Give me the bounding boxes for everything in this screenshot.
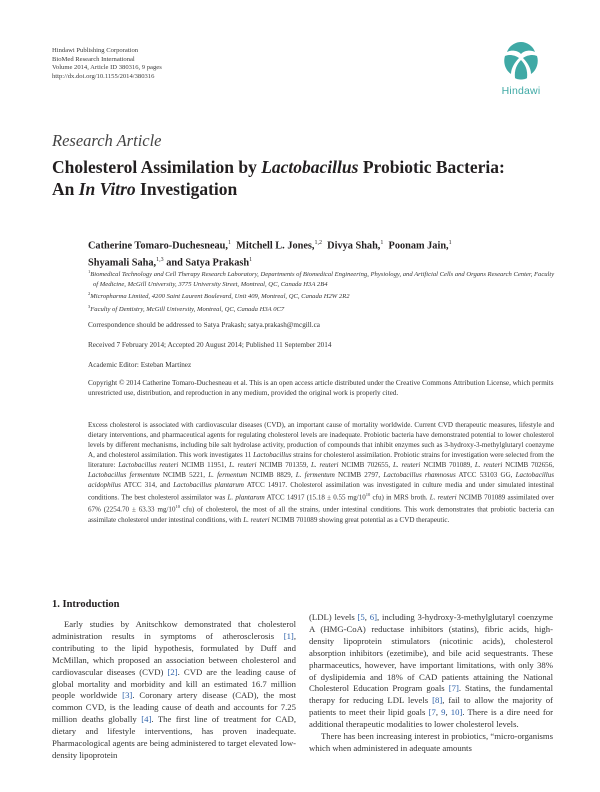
copyright-notice: Copyright © 2014 Catherine Tomaro-Duchesneau et al. This is an open access article distributed under the Creative Commons Attribution License, which permits unrestricted use, distribution, and reproduction in any medium, provided the original work is properly cited. [88,379,554,397]
citation-link[interactable]: [7 [428,707,436,718]
correspondence[interactable]: Correspondence should be addressed to Satya Prakash; satya.prakash@mcgill.ca [88,321,320,329]
author: Divya Shah, [327,240,381,252]
citation-link[interactable]: [4] [141,714,152,725]
academic-editor: Academic Editor: Esteban Martínez [88,361,192,369]
intro-column-left [52,619,296,762]
journal-volume: Volume 2014, Article ID 380316, 9 pages [52,64,162,72]
author: and Satya Prakash [166,257,250,269]
intro-paragraph: (LDL) levels [5, 6], including 3-hydroxy-3-methylglutaryl coenzyme A (HMG-CoA) reductase inhibitors (statins), fibric acids, high-density lipoprotein stimulators (nicotinic acids), cholesterol absorption inhibitors (ezetimibe), and bile acid sequestrants. These pharmaceutics, however, have important limitations, with only 38% of dyslipidemia and 18% of CAD patients attaining the National Cholesterol Education Program goals [7]. Statins, the fundamental therapy for reducing LDL levels [8], fail to allow the majority of patients to meet their lipid goals [7, 9, 10]. There is a dire need for additional therapeutic modalities to lower cholesterol levels. [309,612,554,730]
citation-link[interactable]: [5 [357,612,365,622]
intro-paragraph: There has been increasing interest in probiotics, “micro-organisms which when administered in adequate amounts [309,731,553,753]
section-heading-introduction: 1. Introduction [52,599,120,610]
citation-link[interactable]: [3] [122,690,133,701]
article-dates: Received 7 February 2014; Accepted 20 August 2014; Published 11 September 2014 [88,341,332,349]
author: Mitchell L. Jones, [236,240,315,252]
citation-link[interactable]: [2] [167,666,178,677]
affiliation-item: $^2$Micropharma Limited, 4200 Saint Laurent Boulevard, Unit 409, Montreal, QC, Canada H2W 2R2 [88,291,350,301]
hindawi-logo-icon [501,40,541,84]
author: Poonam Jain, [388,240,449,252]
journal-publisher: Hindawi Publishing Corporation [52,47,139,54]
citation-link[interactable]: 6] [369,612,377,622]
citation-link[interactable]: [7] [448,683,459,694]
hindawi-logo [488,40,554,104]
intro-paragraph: Early studies by Anitschkow demonstrated that cholesterol administration results in symptoms of atherosclerosis [1], contributing to the lipid hypothesis, formulated by Duff and McMillan, which proposed an association between cholesterol and cardiovascular diseases (CVD) [2]. CVD are the leading cause of global mortality and morbidity and kill an estimated 16.7 million people worldwide [3]. Coronary artery disease (CAD), the most common CVD, is the leading cause of death and accounts for 7.25 million deaths globally [4]. The first line of treatment for CAD, dietary and lifestyle interventions, has proven inadequate. Pharmacological agents are being administered to target elevated low-density lipoprotein [52,619,297,760]
author-list: Catherine Tomaro-Duchesneau,$^1$ Mitchell L. Jones,$^{1,2}$ Divya Shah,$^1$ Poonam Jain,$^1$ Shyamali Saha,$^{1,3}$ and Satya Prakash$^1$ [88,240,452,269]
journal-name: BioMed Research International [52,55,135,63]
citation-link[interactable]: [1] [283,630,294,641]
article-title: Cholesterol Assimilation by Lactobacillus Probiotic Bacteria: An In Vitro Investigation [52,157,505,199]
abstract: Excess cholesterol is associated with cardiovascular diseases (CVD), an important cause of mortality worldwide. Current CVD therapeutic measures, lifestyle and dietary interventions, and pharmaceutical agents for regulating cholesterol levels are inadequate. Probiotic bacteria have demonstrated potential to lower cholesterol levels by different mechanisms, including bile salt hydrolase activity, production of compounds that inhibit enzymes such as 3-hydroxy-3-methylglutaryl coenzyme A, and cholesterol assimilation. This work investigates 11 Lactobacillus strains for cholesterol assimilation. Probiotic strains for investigation were selected from the literature: Lactobacillus reuteri NCIMB 11951, L. reuteri NCIMB 701359, L. reuteri NCIMB 702655, L. reuteri NCIMB 701089, L. reuteri NCIMB 702656, Lactobacillus fermentum NCIMB 5221, L. fermentum NCIMB 8829, L. fermentum NCIMB 2797, Lactobacillus rhamnosus ATCC 53103 GG, Lactobacillus acidophilus ATCC 314, and Lactobacillus plantarum ATCC 14917. Cholesterol assimilation was investigated in culture media and under simulated intestinal conditions. The best cholesterol assimilator was L. plantarum ATCC 14917 (15.18 ± 0.55 $mg/10^{10}$ cfu) in MRS broth. L. reuteri NCIMB 701089 assimilated over 67% (2254.70 ± 63.33 $mg/10^{10}$ cfu) of cholesterol, the most of all the strains, under intestinal conditions. This work demonstrates that probiotic bacteria can assimilate cholesterol under intestinal conditions, with L. reuteri NCIMB 701089 showing great potential as a CVD therapeutic. [88,421,555,524]
affiliations [88,267,558,315]
article-type: Research Article [52,131,162,150]
intro-column-right [309,612,553,755]
citation-link[interactable]: [8] [432,695,443,706]
affiliation-item: $^3$Faculty of Dentistry, McGill University, Montreal, QC, Canada H3A 0C7 [88,304,285,314]
author: Shyamali Saha, [88,257,157,269]
journal-header [52,47,162,81]
hindawi-logo-text: Hindawi [501,85,541,97]
journal-doi[interactable]: http://dx.doi.org/10.1155/2014/380316 [52,72,155,80]
author: Catherine Tomaro-Duchesneau, [88,240,228,252]
citation-link[interactable]: 9 [441,707,446,718]
citation-link[interactable]: 10] [450,707,463,718]
affiliation-item: $^1$Biomedical Technology and Cell Therapy Research Laboratory, Departments of Biomedical Engineering, Physiology, and Artificial Cells and Organs Research Center, Faculty of Medicine, McGill University, 3775 University Street, Montreal, QC, Canada H3A 2B4 [88,269,555,288]
